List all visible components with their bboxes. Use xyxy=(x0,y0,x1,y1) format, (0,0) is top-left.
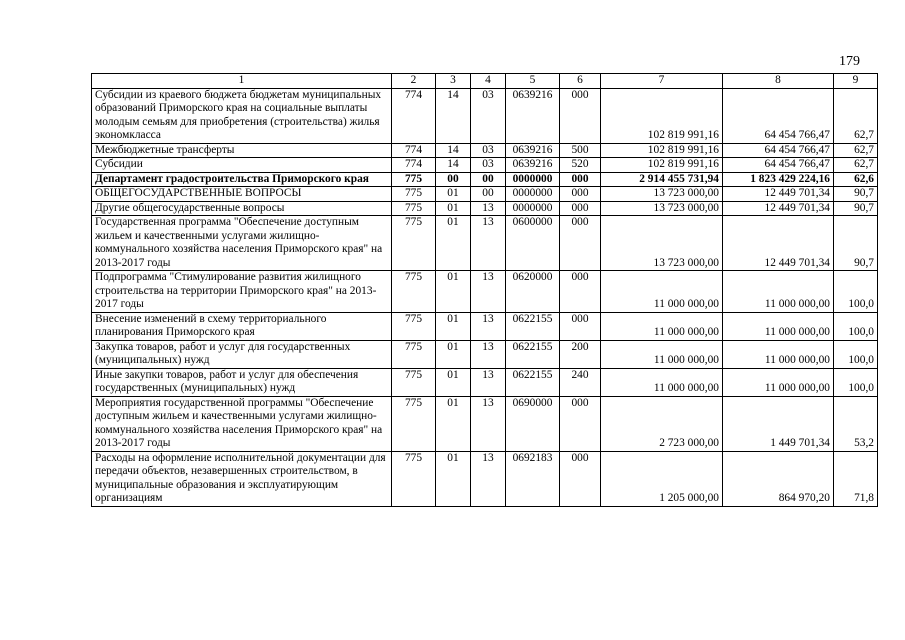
row-col9-cell: 53,2 xyxy=(834,396,878,451)
row-col7-cell: 2 723 000,00 xyxy=(601,396,723,451)
row-col2-cell: 774 xyxy=(392,88,436,143)
row-col8-cell: 11 000 000,00 xyxy=(723,368,834,396)
row-col7-cell: 13 723 000,00 xyxy=(601,201,723,216)
row-col8-cell: 864 970,20 xyxy=(723,451,834,506)
row-col8-cell: 11 000 000,00 xyxy=(723,271,834,313)
table-row xyxy=(92,201,878,216)
row-col4-cell: 03 xyxy=(471,143,506,158)
budget-table xyxy=(91,73,878,507)
column-header: 4 xyxy=(471,74,506,89)
row-col7-cell: 102 819 991,16 xyxy=(601,88,723,143)
row-col2-cell: 775 xyxy=(392,396,436,451)
row-col5-cell: 0622155 xyxy=(506,312,560,340)
column-header: 2 xyxy=(392,74,436,89)
row-col8-cell: 64 454 766,47 xyxy=(723,143,834,158)
row-col5-cell: 0622155 xyxy=(506,340,560,368)
row-col3-cell: 01 xyxy=(436,396,471,451)
row-col9-cell: 90,7 xyxy=(834,201,878,216)
row-col2-cell: 774 xyxy=(392,143,436,158)
column-header: 1 xyxy=(92,74,392,89)
row-col3-cell: 14 xyxy=(436,158,471,173)
row-col9-cell: 90,7 xyxy=(834,216,878,271)
table-row xyxy=(92,88,878,143)
row-col6-cell: 000 xyxy=(560,187,601,202)
row-col8-cell: 11 000 000,00 xyxy=(723,312,834,340)
table-row xyxy=(92,312,878,340)
row-col8-cell: 12 449 701,34 xyxy=(723,216,834,271)
row-col7-cell: 11 000 000,00 xyxy=(601,312,723,340)
row-col8-cell: 1 449 701,34 xyxy=(723,396,834,451)
row-col5-cell: 0622155 xyxy=(506,368,560,396)
row-col8-cell: 1 823 429 224,16 xyxy=(723,172,834,187)
row-col4-cell: 00 xyxy=(471,187,506,202)
row-col7-cell: 1 205 000,00 xyxy=(601,451,723,506)
page-number: 179 xyxy=(839,54,860,69)
row-col6-cell: 000 xyxy=(560,451,601,506)
table-row xyxy=(92,216,878,271)
row-col9-cell: 100,0 xyxy=(834,368,878,396)
row-col8-cell: 64 454 766,47 xyxy=(723,158,834,173)
table-row xyxy=(92,340,878,368)
row-col9-cell: 62,6 xyxy=(834,172,878,187)
row-col4-cell: 13 xyxy=(471,340,506,368)
row-col5-cell: 0692183 xyxy=(506,451,560,506)
row-col6-cell: 000 xyxy=(560,312,601,340)
row-col5-cell: 0600000 xyxy=(506,216,560,271)
row-col4-cell: 13 xyxy=(471,216,506,271)
row-col7-cell: 102 819 991,16 xyxy=(601,143,723,158)
row-col7-cell: 13 723 000,00 xyxy=(601,187,723,202)
table-row xyxy=(92,158,878,173)
row-col9-cell: 71,8 xyxy=(834,451,878,506)
row-col7-cell: 11 000 000,00 xyxy=(601,368,723,396)
row-col3-cell: 01 xyxy=(436,312,471,340)
row-col9-cell: 62,7 xyxy=(834,143,878,158)
row-col3-cell: 01 xyxy=(436,451,471,506)
row-col5-cell: 0000000 xyxy=(506,201,560,216)
column-header: 3 xyxy=(436,74,471,89)
table-row xyxy=(92,271,878,313)
row-col2-cell: 775 xyxy=(392,216,436,271)
row-col4-cell: 00 xyxy=(471,172,506,187)
row-col5-cell: 0639216 xyxy=(506,143,560,158)
row-col3-cell: 14 xyxy=(436,143,471,158)
row-col9-cell: 62,7 xyxy=(834,88,878,143)
row-col4-cell: 13 xyxy=(471,271,506,313)
table-row xyxy=(92,451,878,506)
row-col2-cell: 775 xyxy=(392,172,436,187)
row-name-cell: Государственная программа "Обеспечение доступным жильем и качественными услугами жилищно-коммунального хозяйства населения Приморского края" на 2013-2017 годы xyxy=(92,216,392,271)
table-header-row xyxy=(92,74,878,89)
row-col4-cell: 13 xyxy=(471,368,506,396)
row-col2-cell: 775 xyxy=(392,271,436,313)
row-col9-cell: 100,0 xyxy=(834,312,878,340)
row-name-cell: Межбюджетные трансферты xyxy=(92,143,392,158)
row-col2-cell: 775 xyxy=(392,201,436,216)
table-row xyxy=(92,172,878,187)
row-col6-cell: 000 xyxy=(560,271,601,313)
row-col4-cell: 13 xyxy=(471,312,506,340)
row-col3-cell: 01 xyxy=(436,187,471,202)
row-col9-cell: 62,7 xyxy=(834,158,878,173)
row-name-cell: Расходы на оформление исполнительной документации для передачи объектов, незавершенных строительством, в муниципальные образования и эксплуатирующим организациям xyxy=(92,451,392,506)
row-col6-cell: 500 xyxy=(560,143,601,158)
table-row xyxy=(92,143,878,158)
row-col7-cell: 102 819 991,16 xyxy=(601,158,723,173)
row-col2-cell: 775 xyxy=(392,312,436,340)
table-row xyxy=(92,368,878,396)
row-col5-cell: 0000000 xyxy=(506,187,560,202)
row-name-cell: Субсидии xyxy=(92,158,392,173)
row-col3-cell: 14 xyxy=(436,88,471,143)
row-col4-cell: 13 xyxy=(471,451,506,506)
column-header: 7 xyxy=(601,74,723,89)
row-col3-cell: 01 xyxy=(436,201,471,216)
row-col5-cell: 0000000 xyxy=(506,172,560,187)
column-header: 6 xyxy=(560,74,601,89)
row-col7-cell: 11 000 000,00 xyxy=(601,271,723,313)
row-col5-cell: 0690000 xyxy=(506,396,560,451)
table-row xyxy=(92,187,878,202)
row-col6-cell: 000 xyxy=(560,216,601,271)
row-col5-cell: 0620000 xyxy=(506,271,560,313)
row-col7-cell: 2 914 455 731,94 xyxy=(601,172,723,187)
row-col6-cell: 200 xyxy=(560,340,601,368)
row-name-cell: Субсидии из краевого бюджета бюджетам муниципальных образований Приморского края на социальные выплаты молодым семьям для приобретения (строительства) жилья экономкласса xyxy=(92,88,392,143)
row-col3-cell: 01 xyxy=(436,216,471,271)
table-row xyxy=(92,396,878,451)
column-header: 9 xyxy=(834,74,878,89)
row-col9-cell: 90,7 xyxy=(834,187,878,202)
row-col6-cell: 000 xyxy=(560,201,601,216)
row-col2-cell: 775 xyxy=(392,187,436,202)
row-col2-cell: 775 xyxy=(392,451,436,506)
row-name-cell: Мероприятия государственной программы "Обеспечение доступным жильем и качественными услугами жилищно-коммунального хозяйства населения Приморского края" на 2013-2017 годы xyxy=(92,396,392,451)
row-col4-cell: 03 xyxy=(471,158,506,173)
row-col6-cell: 000 xyxy=(560,396,601,451)
row-col7-cell: 11 000 000,00 xyxy=(601,340,723,368)
row-col4-cell: 13 xyxy=(471,201,506,216)
row-col8-cell: 11 000 000,00 xyxy=(723,340,834,368)
row-col6-cell: 520 xyxy=(560,158,601,173)
row-col4-cell: 13 xyxy=(471,396,506,451)
column-header: 5 xyxy=(506,74,560,89)
row-col7-cell: 13 723 000,00 xyxy=(601,216,723,271)
row-col3-cell: 01 xyxy=(436,368,471,396)
row-col3-cell: 01 xyxy=(436,340,471,368)
row-name-cell: Подпрограмма "Стимулирование развития жилищного строительства на территории Приморского края" на 2013-2017 годы xyxy=(92,271,392,313)
row-name-cell: Департамент градостроительства Приморского края xyxy=(92,172,392,187)
row-name-cell: Иные закупки товаров, работ и услуг для обеспечения государственных (муниципальных) нужд xyxy=(92,368,392,396)
row-col4-cell: 03 xyxy=(471,88,506,143)
row-col5-cell: 0639216 xyxy=(506,88,560,143)
row-col3-cell: 01 xyxy=(436,271,471,313)
row-col6-cell: 000 xyxy=(560,172,601,187)
row-col8-cell: 64 454 766,47 xyxy=(723,88,834,143)
row-col2-cell: 775 xyxy=(392,340,436,368)
row-name-cell: Закупка товаров, работ и услуг для государственных (муниципальных) нужд xyxy=(92,340,392,368)
row-col9-cell: 100,0 xyxy=(834,271,878,313)
row-col6-cell: 240 xyxy=(560,368,601,396)
row-col3-cell: 00 xyxy=(436,172,471,187)
row-name-cell: Другие общегосударственные вопросы xyxy=(92,201,392,216)
row-col6-cell: 000 xyxy=(560,88,601,143)
row-name-cell: Внесение изменений в схему территориального планирования Приморского края xyxy=(92,312,392,340)
row-col9-cell: 100,0 xyxy=(834,340,878,368)
row-col8-cell: 12 449 701,34 xyxy=(723,187,834,202)
row-col5-cell: 0639216 xyxy=(506,158,560,173)
column-header: 8 xyxy=(723,74,834,89)
row-col2-cell: 775 xyxy=(392,368,436,396)
row-col2-cell: 774 xyxy=(392,158,436,173)
row-name-cell: ОБЩЕГОСУДАРСТВЕННЫЕ ВОПРОСЫ xyxy=(92,187,392,202)
row-col8-cell: 12 449 701,34 xyxy=(723,201,834,216)
